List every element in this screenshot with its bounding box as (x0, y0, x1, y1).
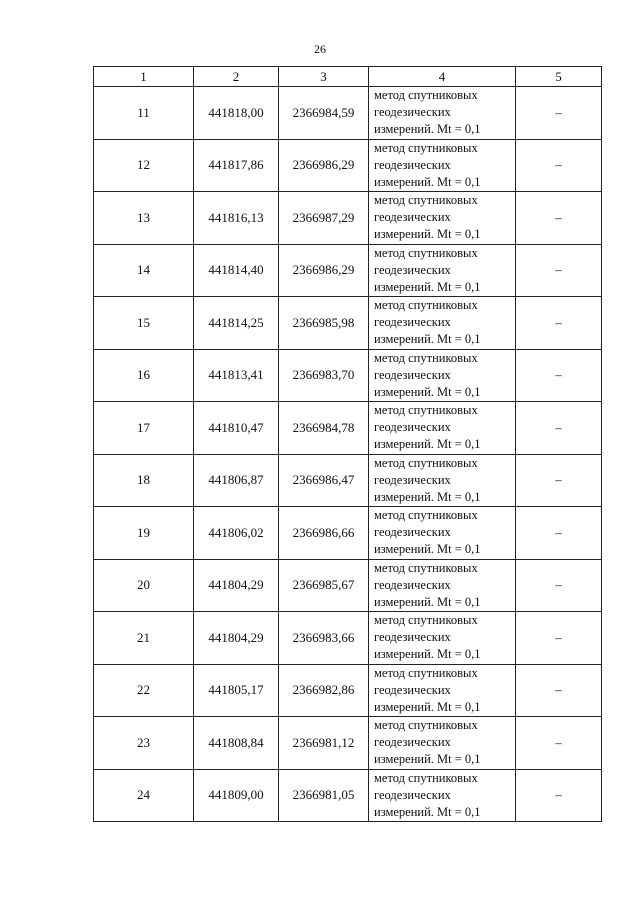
method-text-line: геодезических (374, 577, 451, 592)
column-5-cell: – (516, 664, 602, 717)
column-5-cell: – (516, 402, 602, 455)
y-coordinate-cell: 2366981,12 (279, 717, 369, 770)
method-cell (369, 559, 516, 612)
header-col-2: 2 (194, 67, 279, 87)
method-text-line: метод спутниковых (374, 245, 478, 260)
point-number-cell: 19 (94, 507, 194, 560)
method-text-line: измерений. Mt = 0,1 (374, 279, 481, 294)
method-text-line: геодезических (374, 682, 451, 697)
method-cell (369, 769, 516, 822)
method-text-line: метод спутниковых (374, 350, 478, 365)
table-row (94, 349, 602, 402)
method-text-line: измерений. Mt = 0,1 (374, 647, 481, 662)
table-row (94, 244, 602, 297)
column-5-cell: – (516, 349, 602, 402)
method-text-line: метод спутниковых (374, 298, 478, 313)
point-number-cell: 16 (94, 349, 194, 402)
method-text-line: метод спутниковых (374, 193, 478, 208)
y-coordinate-cell: 2366986,29 (279, 244, 369, 297)
point-number-cell: 17 (94, 402, 194, 455)
x-coordinate-cell: 441817,86 (194, 139, 279, 192)
header-col-1: 1 (94, 67, 194, 87)
x-coordinate-cell: 441814,40 (194, 244, 279, 297)
method-text-line: геодезических (374, 105, 451, 120)
table-row (94, 297, 602, 350)
method-text-line: метод спутниковых (374, 613, 478, 628)
point-number-cell: 23 (94, 717, 194, 770)
y-coordinate-cell: 2366985,98 (279, 297, 369, 350)
column-5-cell: – (516, 559, 602, 612)
method-text-line: измерений. Mt = 0,1 (374, 542, 481, 557)
x-coordinate-cell: 441816,13 (194, 192, 279, 245)
y-coordinate-cell: 2366981,05 (279, 769, 369, 822)
table-row (94, 769, 602, 822)
x-coordinate-cell: 441805,17 (194, 664, 279, 717)
table-row (94, 559, 602, 612)
table-body (94, 87, 602, 822)
point-number-cell: 22 (94, 664, 194, 717)
x-coordinate-cell: 441818,00 (194, 87, 279, 140)
table-row (94, 717, 602, 770)
method-cell (369, 507, 516, 560)
header-col-4: 4 (369, 67, 516, 87)
method-cell (369, 87, 516, 140)
method-text-line: геодезических (374, 262, 451, 277)
method-cell (369, 664, 516, 717)
method-text-line: метод спутниковых (374, 403, 478, 418)
y-coordinate-cell: 2366984,59 (279, 87, 369, 140)
coordinates-table (93, 66, 602, 822)
y-coordinate-cell: 2366983,70 (279, 349, 369, 402)
column-5-cell: – (516, 87, 602, 140)
x-coordinate-cell: 441808,84 (194, 717, 279, 770)
column-5-cell: – (516, 717, 602, 770)
point-number-cell: 21 (94, 612, 194, 665)
method-cell (369, 244, 516, 297)
method-cell (369, 297, 516, 350)
point-number-cell: 13 (94, 192, 194, 245)
method-text-line: геодезических (374, 157, 451, 172)
method-text-line: измерений. Mt = 0,1 (374, 594, 481, 609)
point-number-cell: 24 (94, 769, 194, 822)
method-text-line: метод спутниковых (374, 718, 478, 733)
method-text-line: геодезических (374, 735, 451, 750)
y-coordinate-cell: 2366983,66 (279, 612, 369, 665)
header-col-3: 3 (279, 67, 369, 87)
method-text-line: геодезических (374, 210, 451, 225)
method-cell (369, 402, 516, 455)
x-coordinate-cell: 441804,29 (194, 559, 279, 612)
column-5-cell: – (516, 192, 602, 245)
method-text-line: геодезических (374, 420, 451, 435)
table-row (94, 612, 602, 665)
method-cell (369, 139, 516, 192)
header-col-5: 5 (516, 67, 602, 87)
table-row (94, 402, 602, 455)
method-text-line: измерений. Mt = 0,1 (374, 332, 481, 347)
column-5-cell: – (516, 612, 602, 665)
method-text-line: геодезических (374, 525, 451, 540)
method-cell (369, 717, 516, 770)
table-row (94, 192, 602, 245)
method-text-line: метод спутниковых (374, 455, 478, 470)
y-coordinate-cell: 2366985,67 (279, 559, 369, 612)
method-text-line: геодезических (374, 630, 451, 645)
y-coordinate-cell: 2366986,29 (279, 139, 369, 192)
point-number-cell: 20 (94, 559, 194, 612)
method-text-line: метод спутниковых (374, 140, 478, 155)
point-number-cell: 11 (94, 87, 194, 140)
x-coordinate-cell: 441806,87 (194, 454, 279, 507)
method-cell (369, 192, 516, 245)
method-text-line: геодезических (374, 472, 451, 487)
method-text-line: метод спутниковых (374, 665, 478, 680)
method-text-line: измерений. Mt = 0,1 (374, 122, 481, 137)
table-row (94, 507, 602, 560)
x-coordinate-cell: 441810,47 (194, 402, 279, 455)
method-text-line: метод спутниковых (374, 88, 478, 103)
header-row (94, 67, 602, 87)
x-coordinate-cell: 441804,29 (194, 612, 279, 665)
method-cell (369, 612, 516, 665)
method-text-line: метод спутниковых (374, 560, 478, 575)
method-text-line: измерений. Mt = 0,1 (374, 227, 481, 242)
method-text-line: измерений. Mt = 0,1 (374, 699, 481, 714)
method-text-line: геодезических (374, 787, 451, 802)
method-text-line: измерений. Mt = 0,1 (374, 174, 481, 189)
method-text-line: измерений. Mt = 0,1 (374, 437, 481, 452)
x-coordinate-cell: 441814,25 (194, 297, 279, 350)
method-text-line: измерений. Mt = 0,1 (374, 489, 481, 504)
y-coordinate-cell: 2366982,86 (279, 664, 369, 717)
point-number-cell: 14 (94, 244, 194, 297)
y-coordinate-cell: 2366986,66 (279, 507, 369, 560)
method-text-line: метод спутниковых (374, 770, 478, 785)
table-row (94, 454, 602, 507)
column-5-cell: – (516, 769, 602, 822)
column-5-cell: – (516, 297, 602, 350)
column-5-cell: – (516, 139, 602, 192)
method-text-line: метод спутниковых (374, 508, 478, 523)
column-5-cell: – (516, 454, 602, 507)
method-text-line: измерений. Mt = 0,1 (374, 804, 481, 819)
point-number-cell: 15 (94, 297, 194, 350)
x-coordinate-cell: 441809,00 (194, 769, 279, 822)
method-text-line: геодезических (374, 367, 451, 382)
method-text-line: измерений. Mt = 0,1 (374, 384, 481, 399)
method-cell (369, 454, 516, 507)
table-row (94, 87, 602, 140)
method-text-line: геодезических (374, 315, 451, 330)
column-5-cell: – (516, 507, 602, 560)
table-row (94, 139, 602, 192)
method-cell (369, 349, 516, 402)
table-header (94, 67, 602, 87)
y-coordinate-cell: 2366987,29 (279, 192, 369, 245)
table-row (94, 664, 602, 717)
column-5-cell: – (516, 244, 602, 297)
x-coordinate-cell: 441806,02 (194, 507, 279, 560)
method-text-line: измерений. Mt = 0,1 (374, 752, 481, 767)
y-coordinate-cell: 2366984,78 (279, 402, 369, 455)
x-coordinate-cell: 441813,41 (194, 349, 279, 402)
page-number: 26 (314, 42, 326, 56)
point-number-cell: 18 (94, 454, 194, 507)
y-coordinate-cell: 2366986,47 (279, 454, 369, 507)
point-number-cell: 12 (94, 139, 194, 192)
